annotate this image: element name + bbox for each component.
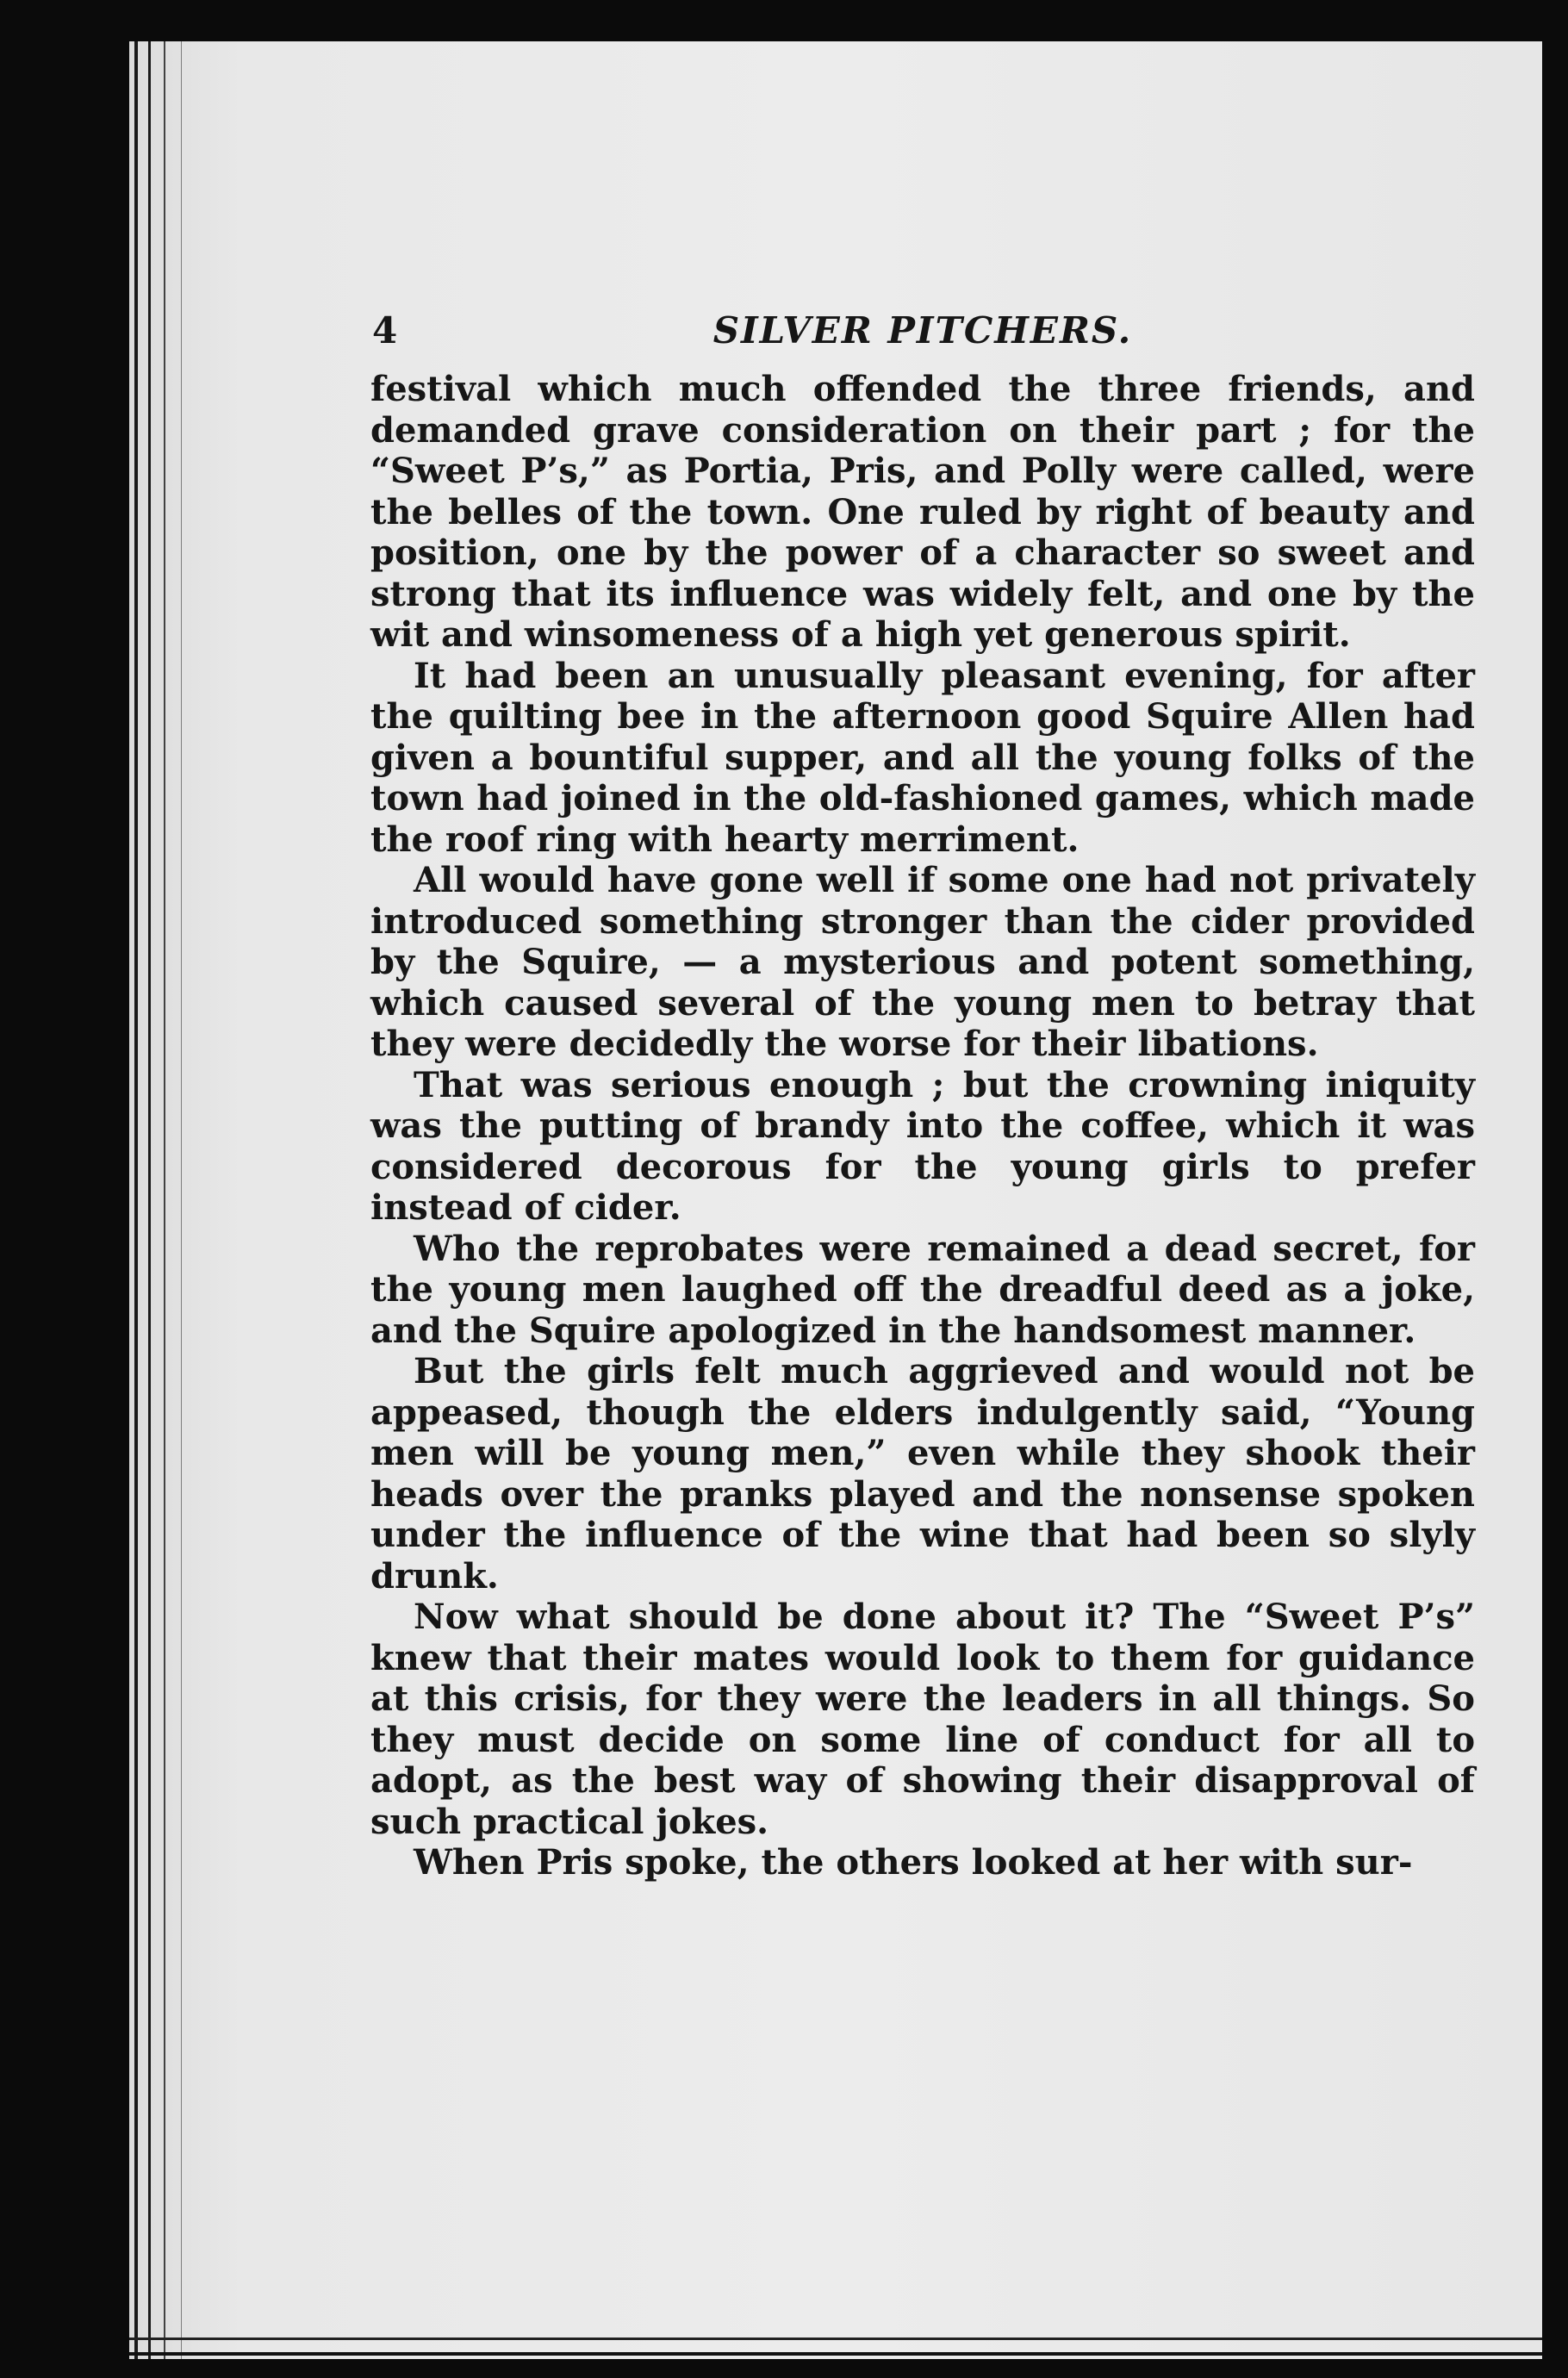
page-bottom-edge [129,2352,1542,2356]
binding-edge-line [148,41,151,2359]
binding-edge-line [181,41,182,2359]
page-bottom-edge [129,2338,1542,2340]
binding-edge-line [134,41,138,2359]
binding-edge-line [164,41,165,2359]
running-head [370,310,1475,358]
paragraph: That was serious enough ; but the crowning iniquity was the putting of brandy into the coffee, which it was considered decorous for the young girls to prefer instead of cider. [370,1064,1475,1228]
paragraph: Now what should be done about it? The “Sweet P’s” knew that their mates would look to them for guidance at this crisis, for they were the leaders in all things. So they must decide on some line of conduct for all to adopt, as the best way of showing their disapproval of such practical jokes. [370,1597,1475,1842]
paragraph: It had been an unusually pleasant evening, for after the quilting bee in the afternoon good Squire Allen had given a bountiful supper, and all the young folks of the town had joined in the old-fashioned games, which made the roof ring with hearty merriment. [370,655,1475,860]
paragraph: Who the reprobates were remained a dead secret, for the young men laughed off the dreadful deed as a joke, and the Squire apologized in the handsomest manner. [370,1228,1475,1351]
text-block [370,310,1475,1883]
paragraph: But the girls felt much aggrieved and would not be appeased, though the elders indulgently said, “Young men will be young men,” even while they shook their heads over the pranks played and the nonsense spoken under the influence of the wine that had been so slyly drunk. [370,1351,1475,1597]
page-number: 4 [372,309,400,352]
running-title: SILVER PITCHERS. [712,309,1133,352]
paragraph: All would have gone well if some one had not privately introduced something stronger than the cider provided by the Squire, — a mysterious and potent something, which caused several of the young men to betray that they were decidedly the worse for their libations. [370,860,1475,1064]
paragraph: When Pris spoke, the others looked at her with sur- [414,1842,1413,1883]
paragraph: festival which much offended the three friends, and demanded grave consideration on their part ; for the “Sweet P’s,” as Portia, Pris, and Polly were called, were the belles of the town. One ruled by right of beauty and position, one by the power of a character so sweet and strong that its influence was widely felt, and one by the wit and winsomeness of a high yet generous spirit. [370,369,1475,655]
